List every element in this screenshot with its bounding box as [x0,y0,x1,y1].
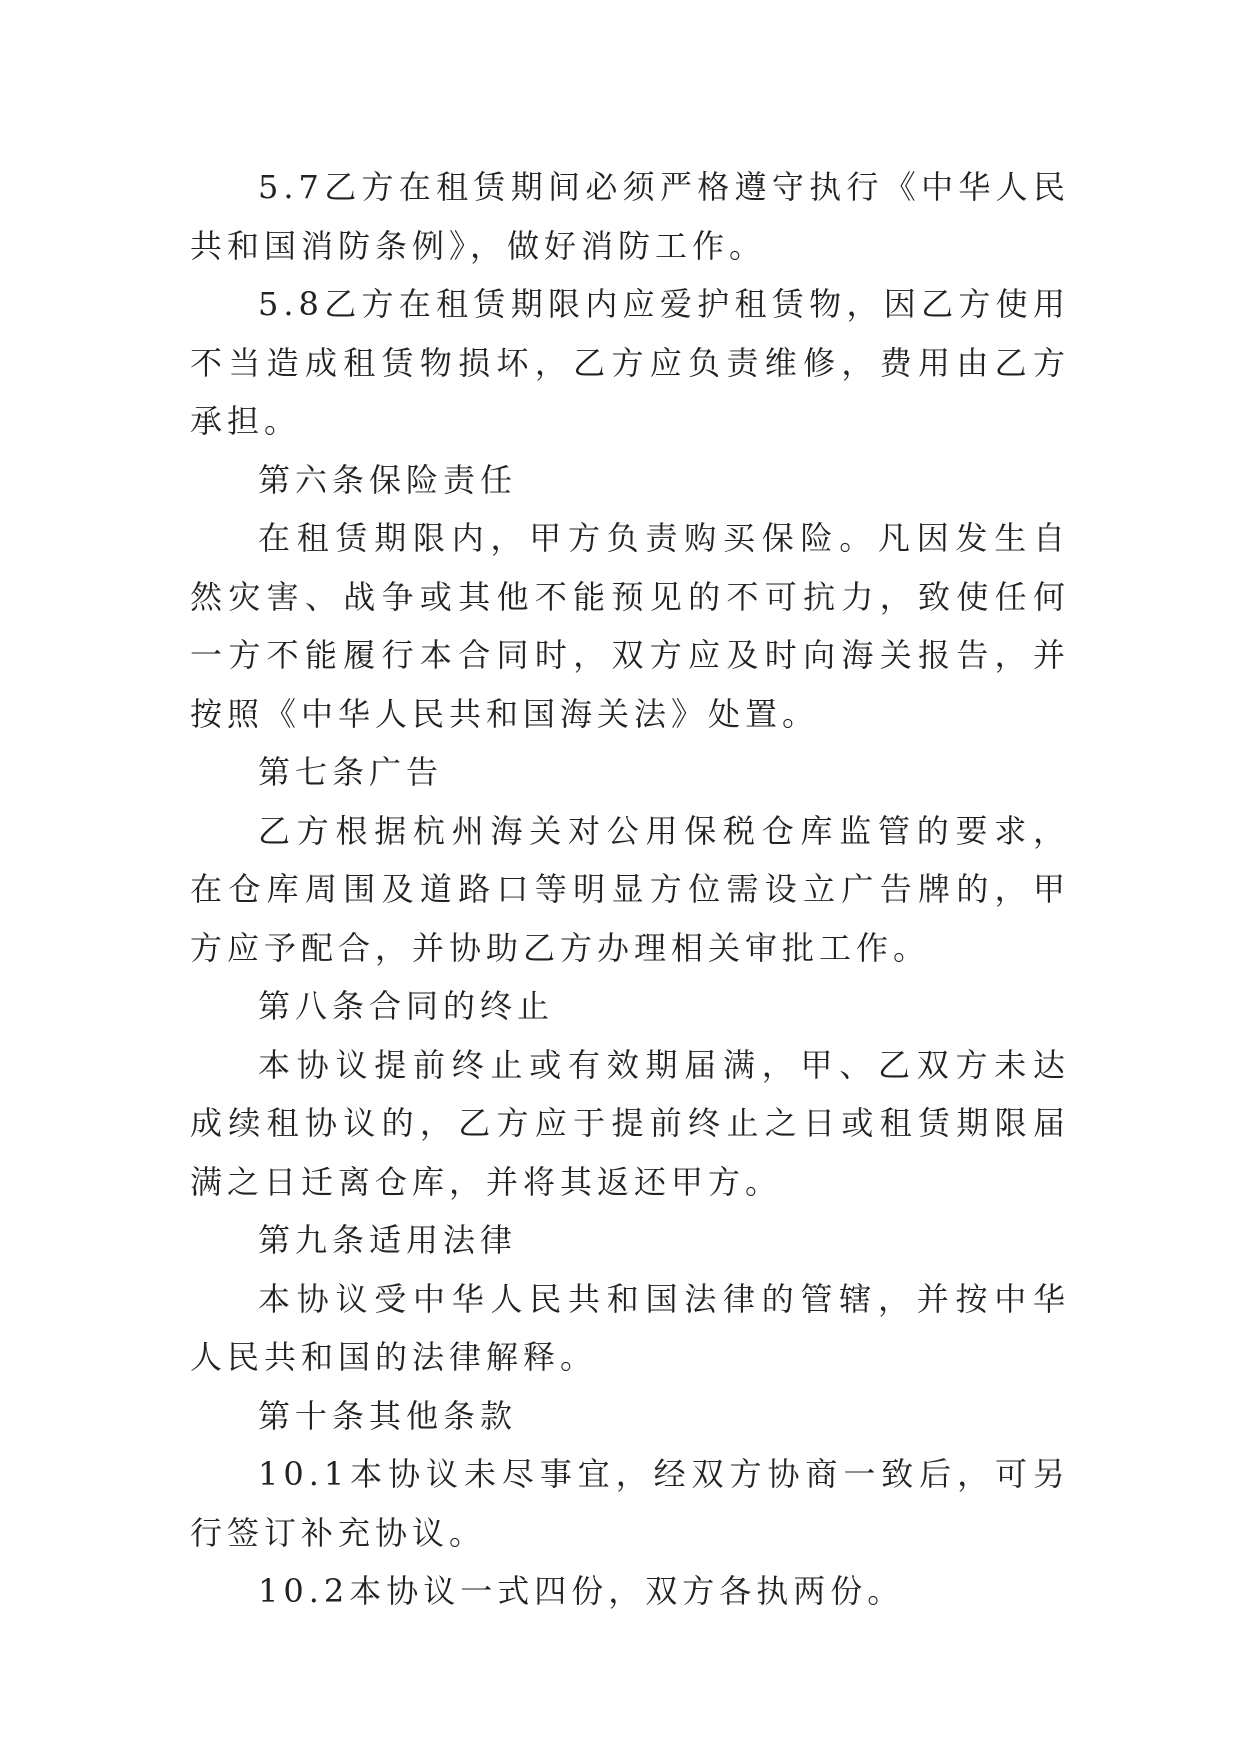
article-7-heading: 第七条广告 [258,753,444,791]
article-6-body: 在租赁期限内，甲方负责购买保险。凡因发生自然灾害、战争或其他不能预见的不可抗力，致使任何一方不能履行本合同时，双方应及时向海关报告，并按照《中华人民共和国海关法》处置。 [190,519,1070,733]
article-7-body: 乙方根据杭州海关对公用保税仓库监管的要求，在仓库周围及道路口等明显方位需设立广告牌的，甲方应予配合，并协助乙方办理相关审批工作。 [190,811,1070,967]
article-6-heading: 第六条保险责任 [258,460,518,499]
article-9-heading: 第九条适用法律 [258,1221,518,1259]
article-10-heading: 第十条其他条款 [258,1396,518,1435]
clause-5-8: 5.8乙方在租赁期限内应爱护租赁物，因乙方使用不当造成租赁物损坏，乙方应负责维修，费用由乙方承担。 [190,285,1070,440]
clause-5-7: 5.7乙方在租赁期间必须严格遵守执行《中华人民共和国消防条例》，做好消防工作。 [190,168,1070,265]
article-8-heading: 第八条合同的终止 [258,987,555,1025]
document-body [190,158,1070,1621]
clause-10-2: 10.2本协议一式四份，双方各执两份。 [258,1572,905,1610]
clause-10-1: 10.1本协议未尽事宜，经双方协商一致后，可另行签订补充协议。 [190,1455,1070,1552]
article-9-body: 本协议受中华人民共和国法律的管辖，并按中华人民共和国的法律解释。 [190,1279,1070,1376]
article-8-body: 本协议提前终止或有效期届满，甲、乙双方未达成续租协议的，乙方应于提前终止之日或租赁期限届满之日迁离仓库，并将其返还甲方。 [190,1045,1070,1201]
